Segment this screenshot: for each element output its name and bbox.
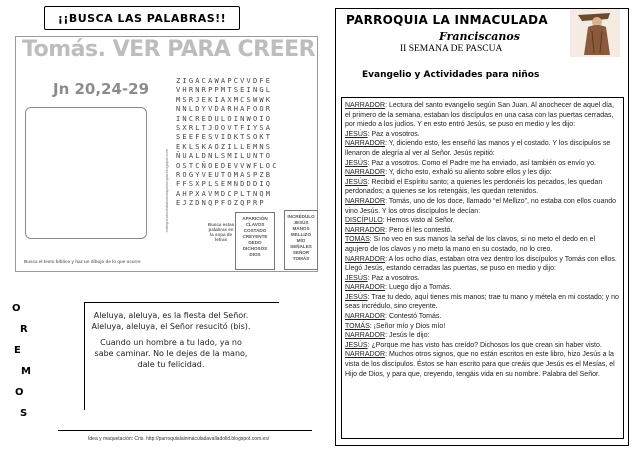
sheet-reference: Jn 20,24-29 [53,80,150,98]
gospel-text: : A los ocho días, estaban otra vez dentro los discípulos y Tomás con ellos. Llegó Jesús, estando cerradas las puertas, se puso en medio y dijo: [345,255,617,273]
gospel-speaker: JESÚS [345,274,368,282]
oremos-letter: O [12,303,21,314]
gospel-line [345,322,620,332]
grid-row: OSTCÑOEDEVVWFLOC [176,161,279,170]
gospel-text: : Hemos visto al Señor. [382,217,455,225]
grid-row: MSRJEKIAXMCSWWK [176,95,273,104]
grid-row: INCREDULOINWOIO [176,114,273,123]
grid-row: ZIGACAWAPCVVDFE [176,77,273,85]
prayer-text [91,310,251,375]
gospel-line [345,255,620,274]
oremos-letter: R [20,324,28,335]
gospel-speaker: NARRADOR [345,169,386,177]
grid-row: ÑUALDNLSMILUNTO [176,152,273,161]
word-list-item: TOMÁS [292,256,310,261]
gospel-line [345,235,620,254]
gospel-speaker: JESÚS [345,341,368,349]
gospel-line [345,178,620,197]
gospel-line [345,283,620,293]
word-list-item: INCRÉDULO [287,214,315,219]
gospel-line [345,341,620,351]
right-page [335,8,629,446]
word-list-item: MÍO [296,238,306,243]
grid-row: SXRLTJOOVTFIYSA [176,124,273,133]
gospel-text: : Lectura del santo evangelio según San Juan. Al anochecer de aquel día, el primero de la semana, estaban los discípulos en una casa con las puertas cerradas, por miedo a los judíos. Y en esto entró Jesús, se puso en medio y les dijo: [345,102,614,129]
gospel-speaker: NARRADOR [345,351,386,359]
gospel-speaker: NARRADOR [345,197,386,205]
oremos-vertical-title [12,303,32,433]
grid-row: SEEFESVIDKTSOKT [176,133,273,142]
grid-row: EKLSKAOZILLEMNS [176,142,273,151]
gospel-speaker: JESÚS [345,178,368,186]
gospel-speaker: NARRADOR [345,284,386,292]
gospel-text: : Tomás, uno de los doce, llamado “el Mellizo”, no estaba con ellos cuando vino Jesús. Y los otros discípulos le decían: [345,197,617,215]
gospel-line [345,139,620,158]
gospel-line [345,159,620,169]
gospel-text: : Pero él les contestó. [385,226,453,234]
gospel-speaker: NARRADOR [345,140,386,148]
gospel-speaker: TOMÁS [345,322,370,330]
word-list-item: SEÑOR [292,250,310,255]
oremos-letter: S [20,408,28,419]
gospel-text: : ¡Señor mío y Dios mío! [369,322,446,330]
gospel-speaker: NARRADOR [345,226,386,234]
gospel-text: : Recibid el Espíritu santo; a quienes les perdonéis los pecados, les quedan perdonados; a quienes se los retengáis, les quedan retenidos. [345,178,603,196]
credit-line: Idea y maquetación: Cris. http://parroquialainmaculadavalladolid.blogspot.com.es/ [88,436,270,442]
grid-row: VHRNRPPMTSEINGL [176,86,273,95]
gospel-text: : Jesús le dijo: [385,332,430,340]
word-list-2 [284,210,318,270]
word-list-item: CLAVOS [245,222,265,227]
word-list-item: MELLIZO [290,232,312,237]
prayer-frame-top [84,302,279,303]
prayer-frame-bottom [58,430,312,431]
gospel-text: : Contestó Tomás. [385,313,442,321]
gospel-text: : Paz a vosotros. [367,130,420,138]
busca-instructions: Busca estas palabras en la sopa de letras [207,222,235,242]
sheet-footer: Busca el texto bíblico y haz un dibujo de lo que ocurre [24,259,141,264]
word-list-item: DEDO [248,240,262,245]
busca-palabras-title: ¡¡BUSCA LAS PALABRAS!! [44,6,240,30]
gospel-line [345,226,620,236]
gospel-speaker: NARRADOR [345,332,386,340]
word-list-item: COSTADO [243,228,267,233]
grid-row: ROGYVEUTOMASPZB [176,171,273,180]
letter-grid [176,77,279,209]
prayer-frame-left [84,302,85,410]
word-list-item: JESÚS [293,220,309,225]
gospel-text: : Y, diciendo esto, les enseñó las manos y el costado. Y los discípulos se llenaron de alegría al ver al Señor. Jesús repitió: [345,140,611,157]
gospel-line [345,101,620,130]
gospel-speaker: JESÚS [345,159,368,167]
word-list-1 [235,212,275,270]
word-list-item: DIOS [249,252,261,257]
gospel-text: : Trae tu dedo, aquí tienes mis manos; trae tu mano y métela en mi costado; y no seas incrédulo, sino creyente. [345,293,619,311]
gospel-text: : Y, dicho esto, exhaló su aliento sobre ellos y les dijo: [385,169,552,177]
franciscanos-subtitle: Franciscanos [439,30,520,43]
gospel-line [345,293,620,312]
word-list-item: APARICIÓN [242,216,268,221]
gospel-line [345,331,620,341]
gospel-speaker: NARRADOR [345,255,386,263]
gospel-text: : Luego dijo a Tomás. [385,284,452,292]
oremos-letter: E [14,345,21,356]
grid-row: FFSXPLSEMNDDDIQ [176,180,273,189]
prayer-line-1: Aleluya, aleluya, es la fiesta del Señor. [93,311,249,320]
word-list-item: CREYENTE [242,234,268,239]
gospel-text: : Si no veo en sus manos la señal de los clavos, si no meto el dedo en el agujero de los clavos y no meto la mano en su costado, no lo creo. [345,236,596,253]
gospel-line [345,216,620,226]
semana-label: II SEMANA DE PASCUA [400,44,503,54]
gospel-text: : Paz a vosotros. [367,274,420,282]
sheet-title: Tomás. VER PARA CREER [22,37,316,62]
gospel-speaker: DISCÍPULO [345,217,383,225]
gospel-speaker: NARRADOR [345,313,386,321]
word-list-item: MANOS [292,226,310,231]
gospel-speaker: NARRADOR [345,102,386,109]
gospel-speaker: JESÚS [345,293,368,301]
gospel-line [345,130,620,140]
grid-row: AHPXAVMDCPLTNQM [176,189,273,198]
oremos-letter: O [15,387,24,398]
evangelio-title: Evangelio y Actividades para niños [362,70,540,80]
grid-row: EJZDNQPFOZQPRP [176,199,266,208]
gospel-text: : Paz a vosotros. Como el Padre me ha enviado, así también os envío yo. [367,159,596,167]
prayer-line-3: Cuando un hombre a tu lado, ya no sabe caminar. No le dejes de la mano, dale tu felicidad. [94,338,248,369]
sheet-side-text: catequesiscristianaenlaparroquia.blogspot.com [164,149,169,233]
word-list-item: SEÑALES [290,244,312,249]
grid-row: NNLDYVDARHAFOOR [176,105,273,114]
drawing-area [25,107,147,239]
gospel-line [345,168,620,178]
gospel-line [345,350,620,379]
gospel-text: : ¿Porque me has visto has creído? Dichosos los que crean sin haber visto. [367,341,602,349]
saint-figure-icon [570,9,620,57]
gospel-line [345,312,620,322]
parroquia-title: PARROQUIA LA INMACULADA [346,13,549,27]
word-list-item: DICHOSOS [242,246,268,251]
gospel-line [345,274,620,284]
gospel-speaker: JESÚS [345,130,368,138]
gospel-text-box [341,97,624,439]
gospel-line [345,197,620,216]
gospel-text: : Muchos otros signos, que no están escritos en este libro, hizo Jesús a la vista de los discípulos. Éstos se han escrito para que creáis que Jesús es el Mesías, el Hijo de Dios, y para que, creyendo, tengáis vida en su nombre. Palabra del Señor. [345,351,615,378]
gospel-speaker: TOMÁS [345,236,370,244]
word-search-sheet [15,36,318,272]
oremos-letter: M [21,366,31,377]
prayer-line-2: Aleluya, aleluya, el Señor resucitó (bis). [91,322,251,331]
